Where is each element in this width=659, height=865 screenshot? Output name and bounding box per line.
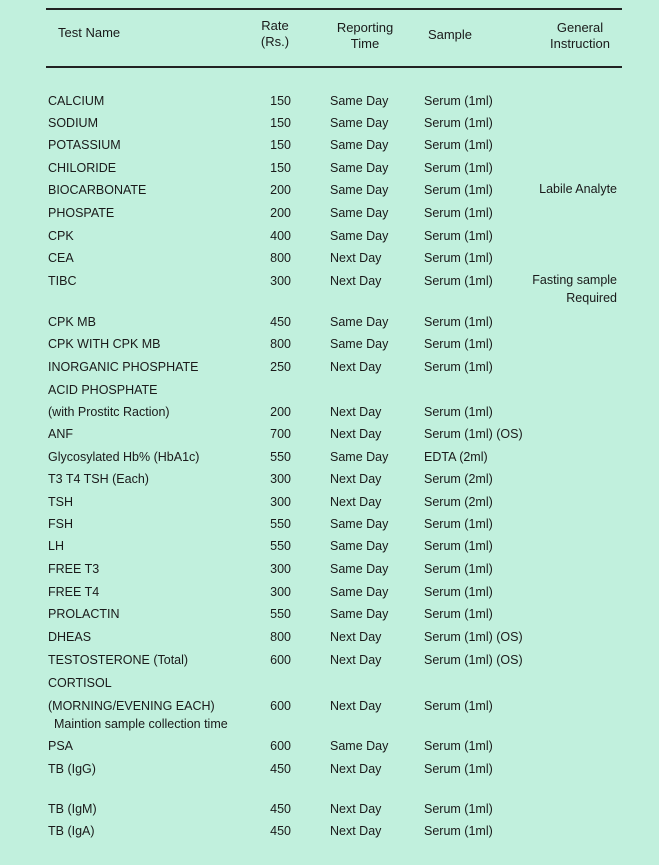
- header-general-instruction: General Instruction: [550, 20, 610, 51]
- table-row: [0, 203, 659, 223]
- test-name-cell: TESTOSTERONE (Total): [48, 653, 189, 667]
- table-row: [0, 821, 659, 841]
- rate-cell: 450: [270, 315, 291, 329]
- sample-cell: Serum (1ml): [424, 699, 493, 713]
- reporting-time-cell: Next Day: [330, 802, 382, 816]
- test-name-cell: PROLACTIN: [48, 607, 120, 621]
- table-row: [0, 334, 659, 354]
- rate-cell: 300: [270, 495, 291, 509]
- rate-cell: 600: [270, 699, 291, 713]
- test-name-cell: CPK WITH CPK MB: [48, 337, 161, 351]
- rate-cell: 550: [270, 607, 291, 621]
- rate-cell: 150: [270, 138, 291, 152]
- sample-cell: Serum (1ml): [424, 539, 493, 553]
- test-name-cell: TSH: [48, 495, 73, 509]
- reporting-time-cell: Next Day: [330, 472, 382, 486]
- sample-cell: Serum (1ml): [424, 251, 493, 265]
- table-row: [0, 158, 659, 178]
- reporting-time-cell: Same Day: [330, 94, 389, 108]
- reporting-time-cell: Next Day: [330, 251, 382, 265]
- rate-cell: 150: [270, 94, 291, 108]
- table-row: [0, 135, 659, 155]
- rate-cell: 300: [270, 472, 291, 486]
- sample-cell: EDTA (2ml): [424, 450, 488, 464]
- sample-cell: Serum (1ml): [424, 138, 493, 152]
- sample-cell: Serum (1ml): [424, 161, 493, 175]
- header-bottom-rule: [46, 66, 622, 68]
- reporting-time-cell: Same Day: [330, 161, 389, 175]
- table-row: [0, 696, 659, 716]
- rate-cell: 200: [270, 206, 291, 220]
- table-row: [0, 113, 659, 133]
- table-row: [0, 91, 659, 111]
- sample-cell: Serum (1ml) (OS): [424, 653, 523, 667]
- table-row: [0, 424, 659, 444]
- reporting-time-cell: Next Day: [330, 824, 382, 838]
- test-name-cell: FSH: [48, 517, 73, 531]
- rate-cell: 800: [270, 337, 291, 351]
- table-row: [0, 402, 659, 422]
- sample-cell: Serum (1ml) (OS): [424, 427, 523, 441]
- rate-cell: 300: [270, 585, 291, 599]
- reporting-time-cell: Next Day: [330, 762, 382, 776]
- table-row: [0, 469, 659, 489]
- sample-cell: Serum (1ml): [424, 607, 493, 621]
- sample-cell: Serum (2ml): [424, 495, 493, 509]
- rate-cell: 300: [270, 274, 291, 288]
- table-row: [0, 312, 659, 332]
- test-name-cell: FREE T4: [48, 585, 100, 599]
- reporting-time-cell: Same Day: [330, 183, 389, 197]
- test-name-cell: T3 T4 TSH (Each): [48, 472, 149, 486]
- reporting-time-cell: Same Day: [330, 315, 389, 329]
- rate-cell: 200: [270, 405, 291, 419]
- reporting-time-cell: Same Day: [330, 517, 389, 531]
- sample-cell: Serum (1ml): [424, 315, 493, 329]
- reporting-time-cell: Same Day: [330, 116, 389, 130]
- table-row: [0, 627, 659, 647]
- rate-cell: 600: [270, 739, 291, 753]
- rate-cell: 450: [270, 802, 291, 816]
- test-name-cell: (MORNING/EVENING EACH): [48, 699, 215, 713]
- table-row: [0, 736, 659, 756]
- rate-cell: 800: [270, 630, 291, 644]
- test-name-cell: CHILORIDE: [48, 161, 117, 175]
- sample-cell: Serum (1ml): [424, 337, 493, 351]
- instruction-cell: Fasting sample Required: [532, 273, 617, 305]
- table-row: [0, 582, 659, 602]
- rate-cell: 450: [270, 824, 291, 838]
- test-name-cell: CPK MB: [48, 315, 96, 329]
- header-rate: Rate (Rs.): [260, 18, 290, 49]
- sample-cell: Serum (1ml): [424, 274, 493, 288]
- sample-cell: Serum (1ml) (OS): [424, 630, 523, 644]
- test-name-cell: LH: [48, 539, 64, 553]
- test-name-cell: TB (IgG): [48, 762, 96, 776]
- reporting-time-cell: Same Day: [330, 739, 389, 753]
- reporting-time-cell: Next Day: [330, 653, 382, 667]
- rate-cell: 800: [270, 251, 291, 265]
- instruction-cell: Labile Analyte: [539, 182, 617, 196]
- test-name-cell: PHOSPATE: [48, 206, 115, 220]
- rate-cell: 550: [270, 450, 291, 464]
- sample-cell: Serum (1ml): [424, 183, 493, 197]
- table-row: [0, 226, 659, 246]
- rate-cell: 200: [270, 183, 291, 197]
- table-row: [0, 380, 659, 400]
- reporting-time-cell: Same Day: [330, 206, 389, 220]
- reporting-time-cell: Same Day: [330, 450, 389, 464]
- table-row: [0, 248, 659, 268]
- sample-cell: Serum (1ml): [424, 824, 493, 838]
- test-name-cell: TB (IgA): [48, 824, 95, 838]
- rate-cell: 150: [270, 161, 291, 175]
- table-row: [0, 759, 659, 779]
- table-row: [0, 536, 659, 556]
- sample-cell: Serum (1ml): [424, 802, 493, 816]
- sample-cell: Serum (1ml): [424, 562, 493, 576]
- table-row: [0, 559, 659, 579]
- test-name-cell: ACID PHOSPHATE: [48, 383, 158, 397]
- test-name-cell: TB (IgM): [48, 802, 97, 816]
- table-top-rule: [46, 8, 622, 10]
- header-sample: Sample: [427, 27, 473, 42]
- table-row: [0, 447, 659, 467]
- sample-cell: Serum (1ml): [424, 405, 493, 419]
- reporting-time-cell: Next Day: [330, 495, 382, 509]
- test-name-cell: POTASSIUM: [48, 138, 121, 152]
- reporting-time-cell: Next Day: [330, 405, 382, 419]
- sample-cell: Serum (1ml): [424, 206, 493, 220]
- sample-cell: Serum (1ml): [424, 116, 493, 130]
- rate-cell: 400: [270, 229, 291, 243]
- table-row: [0, 492, 659, 512]
- reporting-time-cell: Next Day: [330, 274, 382, 288]
- test-name-cell: TIBC: [48, 274, 77, 288]
- table-row: [0, 271, 659, 305]
- test-name-cell: CORTISOL: [48, 676, 112, 690]
- test-name-cell: ANF: [48, 427, 73, 441]
- test-name-cell: CALCIUM: [48, 94, 105, 108]
- sample-cell: Serum (1ml): [424, 517, 493, 531]
- table-row: [0, 604, 659, 624]
- table-row: [0, 673, 659, 693]
- reporting-time-cell: Next Day: [330, 427, 382, 441]
- reporting-time-cell: Next Day: [330, 360, 382, 374]
- sample-cell: Serum (2ml): [424, 472, 493, 486]
- reporting-time-cell: Same Day: [330, 562, 389, 576]
- test-name-cell: (with Prostitc Raction): [48, 405, 170, 419]
- sample-cell: Serum (1ml): [424, 762, 493, 776]
- reporting-time-cell: Same Day: [330, 229, 389, 243]
- test-name-cell: CEA: [48, 251, 74, 265]
- rate-cell: 300: [270, 562, 291, 576]
- rate-cell: 150: [270, 116, 291, 130]
- test-name-cell: Glycosylated Hb% (HbA1c): [48, 450, 200, 464]
- rate-cell: 450: [270, 762, 291, 776]
- reporting-time-cell: Same Day: [330, 585, 389, 599]
- table-row: [0, 180, 659, 200]
- test-name-cell: BIOCARBONATE: [48, 183, 147, 197]
- test-name-cell: PSA: [48, 739, 74, 753]
- reporting-time-cell: Same Day: [330, 607, 389, 621]
- sample-cell: Serum (1ml): [424, 94, 493, 108]
- table-row: [0, 514, 659, 534]
- header-test-name: Test Name: [58, 25, 121, 40]
- table-row: [0, 357, 659, 377]
- sample-cell: Serum (1ml): [424, 360, 493, 374]
- header-reporting-time: Reporting Time: [336, 20, 394, 51]
- sample-cell: Serum (1ml): [424, 585, 493, 599]
- reporting-time-cell: Same Day: [330, 337, 389, 351]
- reporting-time-cell: Same Day: [330, 138, 389, 152]
- rate-cell: 550: [270, 517, 291, 531]
- test-name-cell: FREE T3: [48, 562, 100, 576]
- rate-cell: 600: [270, 653, 291, 667]
- table-row: [0, 799, 659, 819]
- sample-cell: Serum (1ml): [424, 229, 493, 243]
- test-name-cell: CPK: [48, 229, 74, 243]
- rate-cell: 700: [270, 427, 291, 441]
- test-name-cell: DHEAS: [48, 630, 92, 644]
- sample-cell: Serum (1ml): [424, 739, 493, 753]
- table-row: [0, 650, 659, 670]
- rate-cell: 250: [270, 360, 291, 374]
- cortisol-note: Maintion sample collection time: [54, 717, 228, 731]
- reporting-time-cell: Next Day: [330, 699, 382, 713]
- rate-cell: 550: [270, 539, 291, 553]
- reporting-time-cell: Next Day: [330, 630, 382, 644]
- test-name-cell: INORGANIC PHOSPHATE: [48, 360, 199, 374]
- reporting-time-cell: Same Day: [330, 539, 389, 553]
- test-name-cell: SODIUM: [48, 116, 98, 130]
